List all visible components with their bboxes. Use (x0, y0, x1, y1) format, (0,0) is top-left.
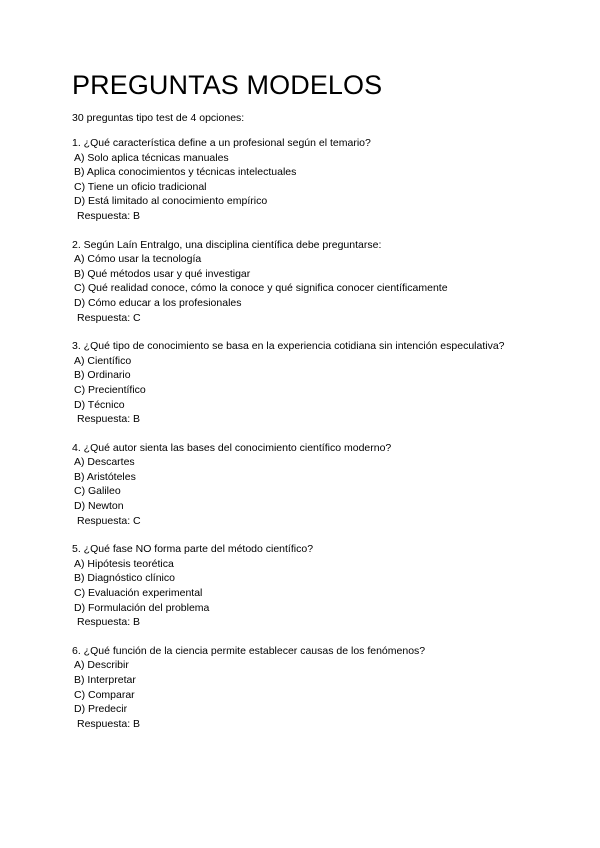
option-a: A) Científico (74, 354, 132, 367)
option-b: B) Aristóteles (74, 470, 136, 483)
question-6 (72, 644, 552, 732)
option-d: D) Técnico (74, 398, 125, 411)
document-subtitle: 30 preguntas tipo test de 4 opciones: (72, 112, 245, 124)
option-d: D) Formulación del problema (74, 601, 210, 614)
question-text: 3. ¿Qué tipo de conocimiento se basa en la experiencia cotidiana sin intención especulativa? (72, 340, 505, 353)
question-text: 1. ¿Qué característica define a un profesional según el temario? (72, 137, 371, 149)
question-1 (72, 136, 552, 224)
option-b: B) Qué métodos usar y qué investigar (74, 267, 251, 280)
option-a: A) Hipótesis teorética (74, 557, 174, 570)
question-text: 2. Según Laín Entralgo, una disciplina científica debe preguntarse: (72, 238, 382, 251)
option-c: C) Qué realidad conoce, cómo la conoce y qué significa conocer científicamente (74, 282, 448, 295)
answer-label: Respuesta: B (77, 413, 141, 426)
option-c: C) Tiene un oficio tradicional (74, 180, 207, 193)
option-a: A) Describir (74, 659, 129, 672)
option-d: D) Cómo educar a los profesionales (74, 296, 242, 309)
option-d: D) Está limitado al conocimiento empírico (74, 195, 268, 208)
answer-label: Respuesta: B (77, 616, 141, 629)
answer-label: Respuesta: B (77, 717, 141, 730)
option-b: B) Diagnóstico clínico (74, 572, 175, 585)
question-text: 4. ¿Qué autor sienta las bases del conocimiento científico moderno? (72, 441, 392, 454)
option-a: A) Solo aplica técnicas manuales (74, 151, 229, 164)
answer-label: Respuesta: C (77, 514, 141, 527)
answer-label: Respuesta: B (77, 209, 141, 222)
document-title: PREGUNTAS MODELOS (72, 70, 383, 100)
option-c: C) Evaluación experimental (74, 587, 203, 600)
question-4 (72, 441, 552, 529)
option-c: C) Comparar (74, 688, 135, 701)
option-d: D) Predecir (74, 703, 128, 716)
question-text: 6. ¿Qué función de la ciencia permite establecer causas de los fenómenos? (72, 644, 426, 657)
answer-label: Respuesta: C (77, 311, 141, 324)
option-b: B) Ordinario (74, 369, 131, 382)
question-5 (72, 542, 552, 630)
option-b: B) Interpretar (74, 674, 136, 686)
option-a: A) Descartes (74, 456, 135, 469)
document-page (72, 68, 552, 745)
option-c: C) Precientífico (74, 383, 146, 396)
option-d: D) Newton (74, 500, 124, 513)
option-c: C) Galileo (74, 485, 121, 498)
option-a: A) Cómo usar la tecnología (74, 253, 202, 266)
question-2 (72, 238, 552, 326)
option-b: B) Aplica conocimientos y técnicas intelectuales (74, 166, 297, 179)
question-text: 5. ¿Qué fase NO forma parte del método científico? (72, 543, 314, 556)
question-3 (72, 339, 552, 427)
